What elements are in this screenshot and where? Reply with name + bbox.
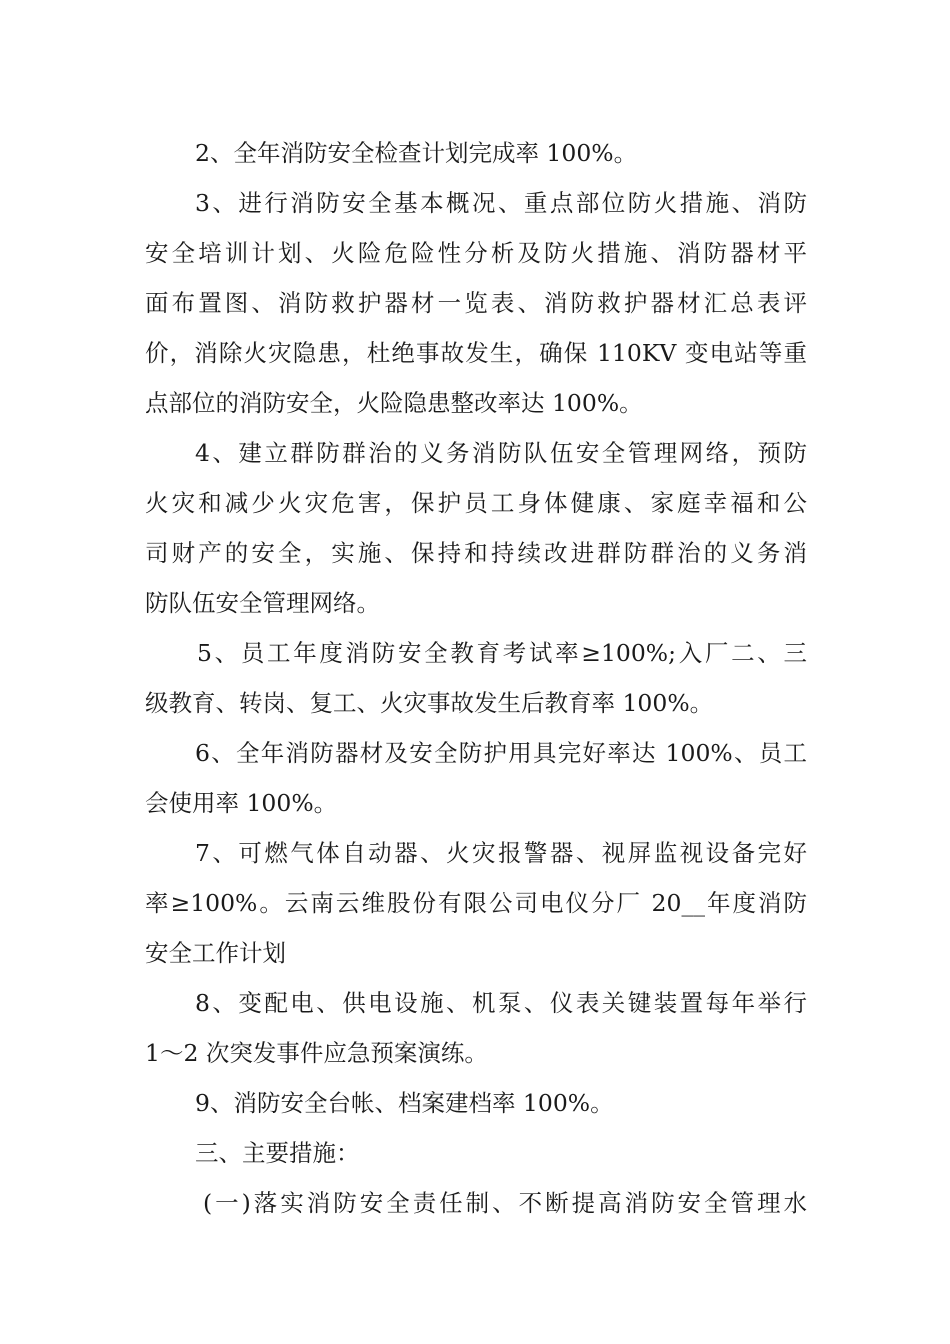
text-line: 2、全年消防安全检查计划完成率 100%。 bbox=[195, 139, 638, 167]
text-line: 8、变配电、供电设施、机泵、仪表关键装置每年举行 bbox=[195, 989, 807, 1017]
text-line: 会使用率 100%。 bbox=[145, 789, 338, 817]
text-line: 7、可燃气体自动器、火灾报警器、视屏监视设备完好 bbox=[195, 839, 807, 867]
paragraph-item-8 bbox=[145, 978, 807, 1078]
section-heading-measures bbox=[145, 1128, 807, 1178]
paragraph-item-9 bbox=[145, 1078, 807, 1128]
paragraph-item-6 bbox=[145, 728, 807, 828]
text-line: 5、员工年度消防安全教育考试率≥100%;入厂二、三 bbox=[197, 639, 807, 667]
text-line: 点部位的消防安全，火险隐患整改率达 100%。 bbox=[145, 389, 643, 417]
paragraph-item-4 bbox=[145, 428, 807, 628]
text-line: 面布置图、消防救护器材一览表、消防救护器材汇总表评 bbox=[145, 289, 807, 317]
text-line: (一)落实消防安全责任制、不断提高消防安全管理水 bbox=[203, 1189, 807, 1217]
text-line: 6、全年消防器材及安全防护用具完好率达 100%、员工 bbox=[195, 739, 807, 767]
document-body bbox=[145, 128, 807, 1228]
text-line: 安全工作计划 bbox=[145, 939, 286, 967]
text-line: 火灾和减少火灾危害，保护员工身体健康、家庭幸福和公 bbox=[145, 489, 807, 517]
paragraph-item-5 bbox=[145, 628, 807, 728]
text-line: 价，消除火灾隐患，杜绝事故发生，确保 110KV 变电站等重 bbox=[145, 339, 807, 367]
text-line: 司财产的安全，实施、保持和持续改进群防群治的义务消 bbox=[145, 539, 807, 567]
text-line: 安全培训计划、火险危险性分析及防火措施、消防器材平 bbox=[145, 239, 807, 267]
text-line: 防队伍安全管理网络。 bbox=[145, 589, 380, 617]
text-line: 9、消防安全台帐、档案建档率 100%。 bbox=[195, 1089, 614, 1117]
measure-item-1 bbox=[145, 1178, 807, 1228]
text-line: 1～2 次突发事件应急预案演练。 bbox=[145, 1039, 488, 1067]
text-line: 率≥100%。云南云维股份有限公司电仪分厂 20__年度消防 bbox=[145, 889, 807, 917]
text-line: 三、主要措施： bbox=[195, 1139, 360, 1167]
text-line: 4、建立群防群治的义务消防队伍安全管理网络，预防 bbox=[195, 439, 807, 467]
paragraph-item-3 bbox=[145, 178, 807, 428]
paragraph-item-7 bbox=[145, 828, 807, 978]
paragraph-item-2 bbox=[145, 128, 807, 178]
text-line: 级教育、转岗、复工、火灾事故发生后教育率 100%。 bbox=[145, 689, 714, 717]
text-line: 3、进行消防安全基本概况、重点部位防火措施、消防 bbox=[195, 189, 807, 217]
